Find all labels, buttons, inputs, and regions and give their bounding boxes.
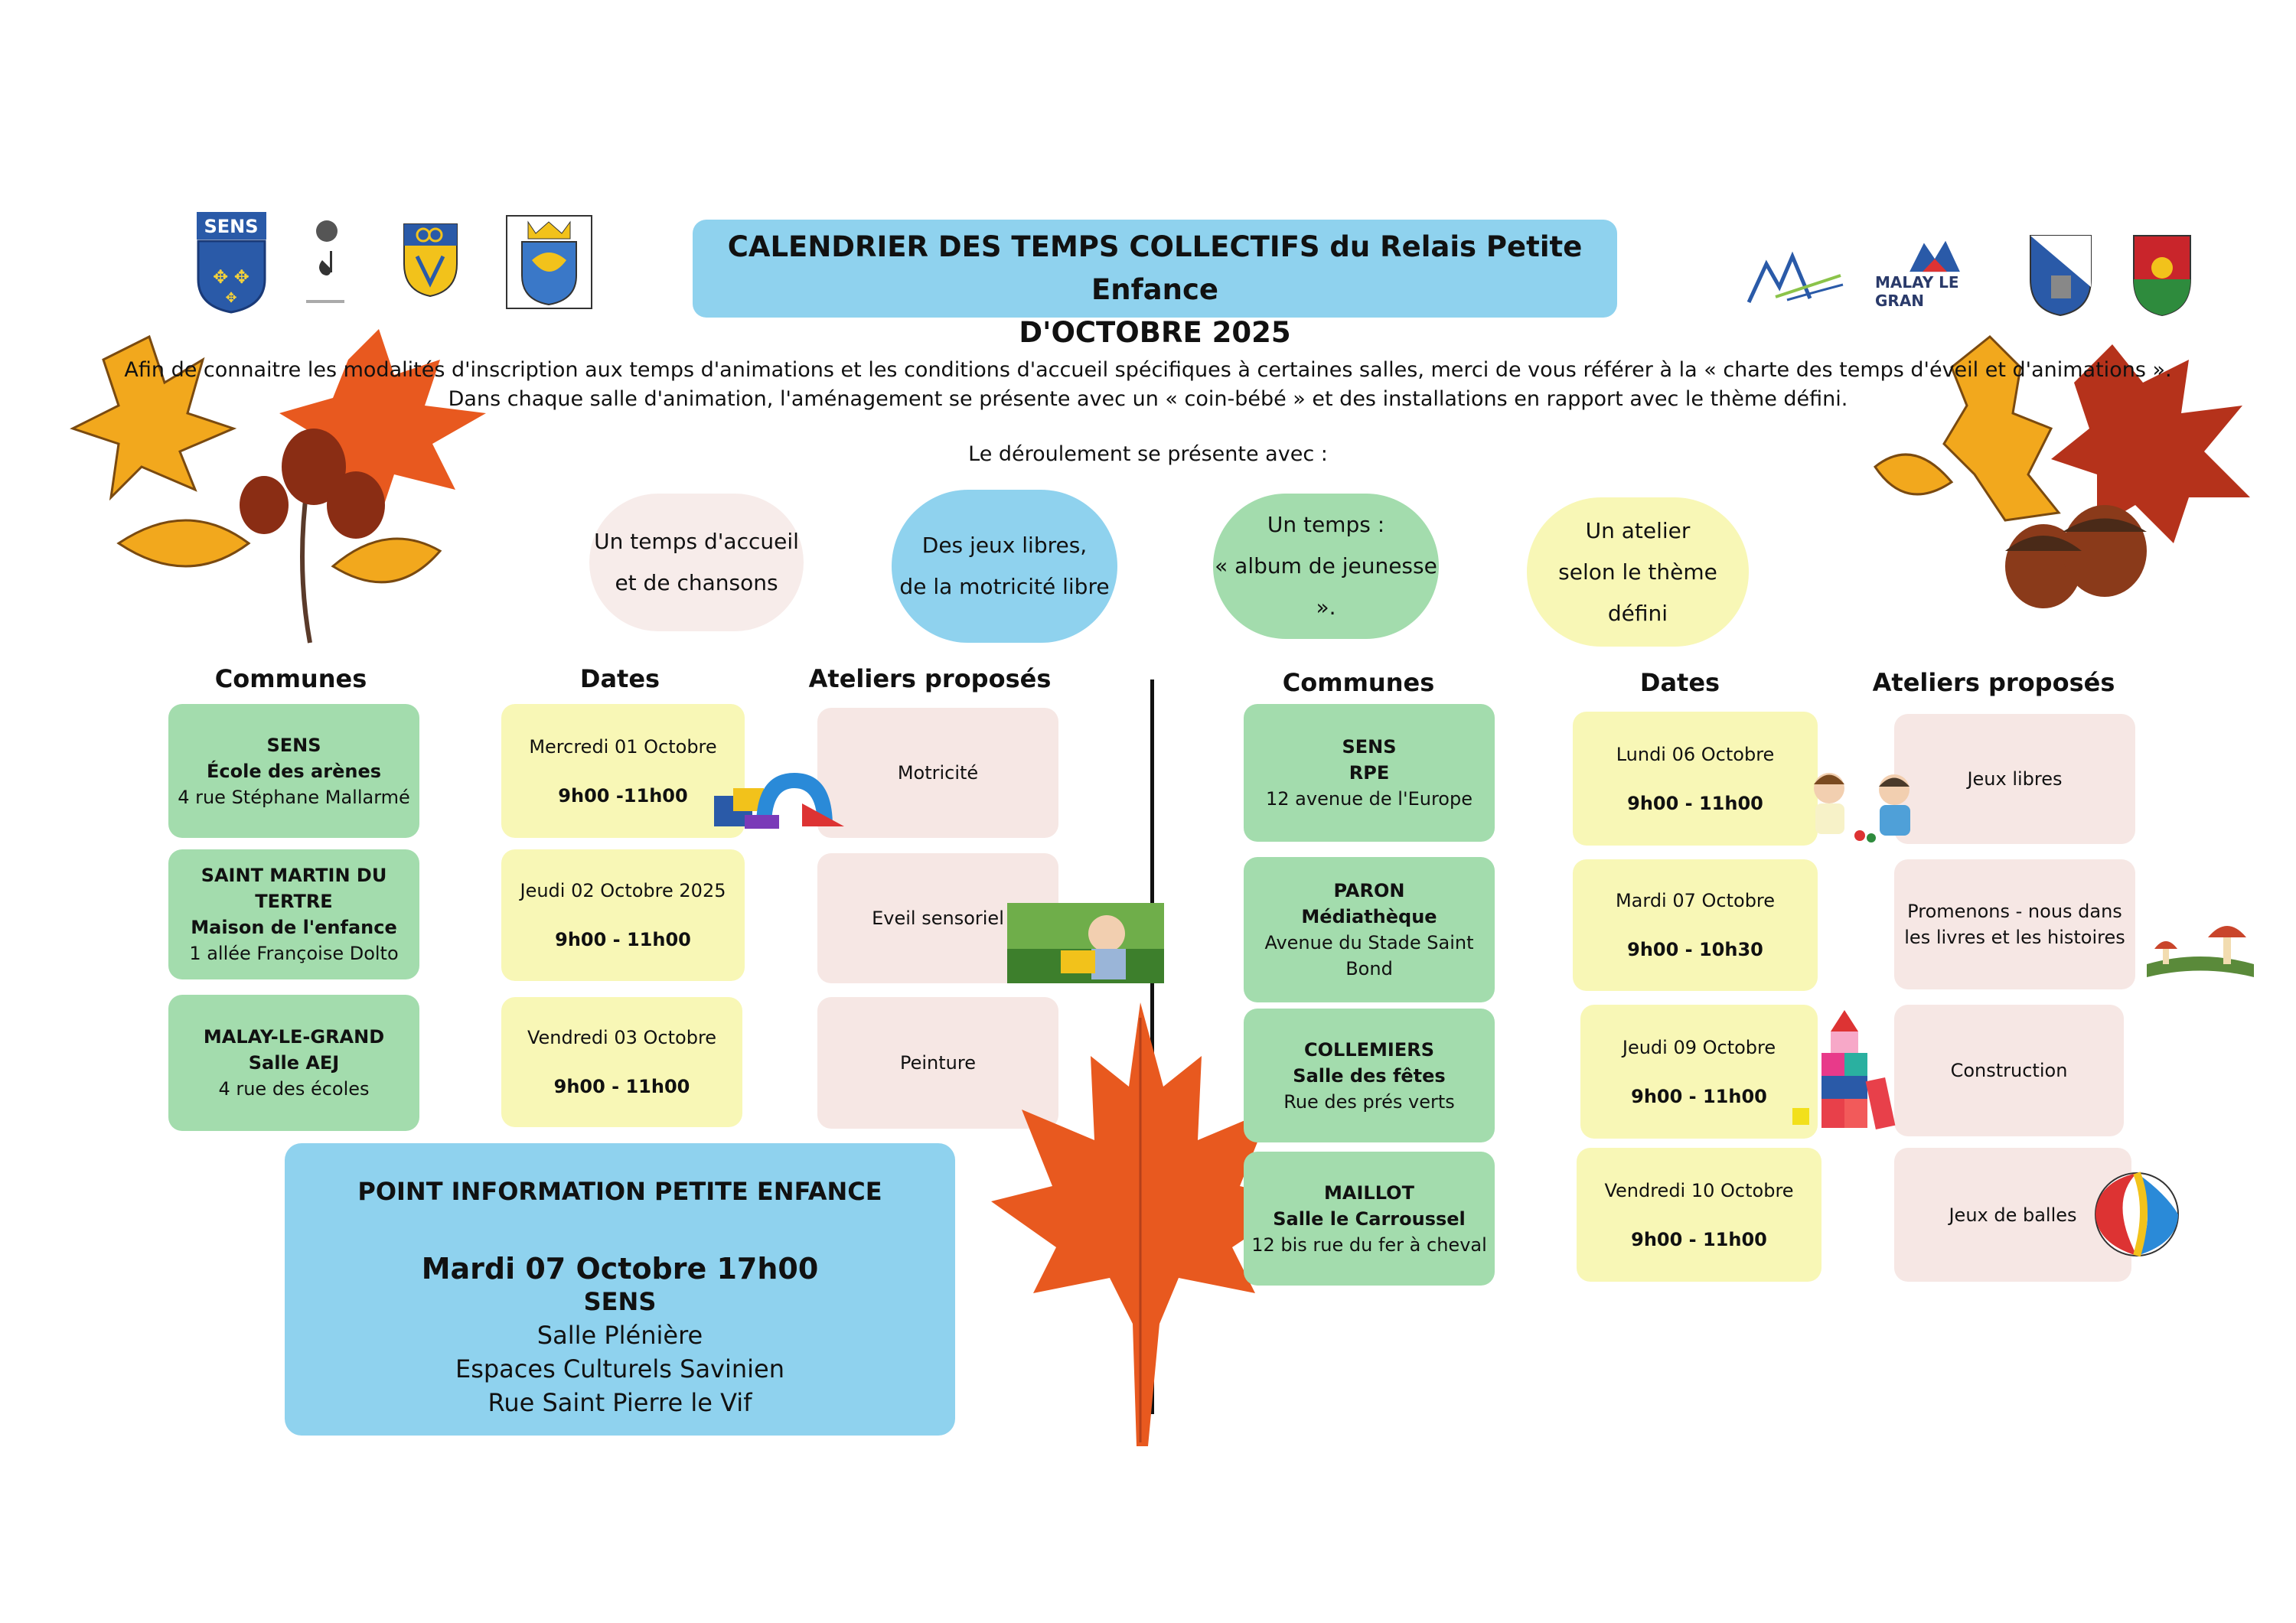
commune-card: [1244, 857, 1495, 1002]
info-date: Mardi 07 Octobre 17h00: [421, 1252, 819, 1286]
commune-address: Avenue du Stade Saint Bond: [1264, 932, 1474, 979]
date-text: Vendredi 10 Octobre: [1604, 1179, 1794, 1201]
page-title: [693, 220, 1617, 349]
header-ateliers-left: Ateliers proposés: [808, 664, 1052, 693]
header-communes-left: Communes: [214, 664, 367, 693]
mountains-logo: [1745, 245, 1844, 306]
malay-le-grand-text: MALAY LE GRAN: [1875, 273, 1959, 310]
date-card: [1577, 1148, 1821, 1282]
time-text: 9h00 - 10h30: [1627, 939, 1763, 960]
date-card: [1573, 859, 1818, 991]
storybook-mushrooms-illustration: [2139, 907, 2262, 979]
date-card: [1573, 712, 1818, 846]
saint-martin-crest-logo: [2028, 233, 2093, 318]
step-3-line-1: Un temps :: [1267, 512, 1385, 537]
commune-venue: École des arènes: [206, 760, 382, 782]
title-line-2: D'OCTOBRE 2025: [1019, 316, 1291, 349]
date-card: [501, 997, 742, 1127]
commune-venue: RPE: [1349, 762, 1390, 784]
commune-address: Rue des prés verts: [1283, 1090, 1455, 1113]
commune-venue: Salle AEJ: [248, 1052, 340, 1074]
header-dates-right: Dates: [1639, 668, 1720, 697]
baby-sensory-photo: [1007, 903, 1164, 983]
atelier-card: [817, 708, 1058, 838]
date-text: Vendredi 03 Octobre: [527, 1027, 717, 1048]
building-blocks-illustration: [1791, 1009, 1921, 1131]
title-line-1: CALENDRIER DES TEMPS COLLECTIFS du Relais Petite Enfance: [727, 230, 1583, 306]
info-box: [285, 1143, 955, 1436]
commune-name: MAILLOT: [1324, 1181, 1414, 1204]
paron-logo: [302, 214, 348, 310]
step-cloud-4: [1527, 497, 1749, 647]
header-ateliers-right: Ateliers proposés: [1872, 668, 2115, 697]
malay-le-grand-logo: [1875, 237, 1994, 310]
intro-line-2: Dans chaque salle d'animation, l'aménagement se présente avec un « coin-bébé » et des installations en rapport avec le thème défini.: [448, 387, 1848, 411]
date-text: Mercredi 01 Octobre: [529, 735, 717, 758]
date-text: Mardi 07 Octobre: [1615, 890, 1776, 911]
commune-name: PARON: [1333, 880, 1405, 901]
intro-line-3: Le déroulement se présente avec :: [968, 442, 1328, 466]
commune-name: SENS: [266, 734, 321, 756]
time-text: 9h00 - 11h00: [555, 929, 691, 950]
date-text: Lundi 06 Octobre: [1616, 743, 1775, 765]
step-cloud-1: [589, 494, 804, 631]
atelier-text: Motricité: [897, 762, 979, 784]
commune-address: 12 avenue de l'Europe: [1266, 788, 1473, 810]
atelier-text: Peinture: [900, 1052, 976, 1074]
time-text: 9h00 - 11h00: [553, 1076, 690, 1097]
info-city: SENS: [583, 1287, 657, 1316]
commune-venue: Salle des fêtes: [1293, 1064, 1446, 1087]
info-title: POINT INFORMATION PETITE ENFANCE: [357, 1177, 882, 1206]
step-cloud-2: [892, 490, 1117, 643]
step-cloud-3: [1213, 494, 1439, 639]
commune-card: [1244, 704, 1495, 842]
commune-address: 1 allée Françoise Dolto: [189, 943, 399, 964]
atelier-card: [1894, 1005, 2124, 1136]
commune-address: 12 bis rue du fer à cheval: [1251, 1234, 1487, 1256]
commune-name: SENS: [1342, 736, 1397, 758]
atelier-text: Jeux de balles: [1949, 1204, 2077, 1226]
commune-name: SAINT MARTIN DU TERTRE: [201, 865, 387, 912]
commune-card: [1244, 1009, 1495, 1142]
commune-venue: Salle le Carroussel: [1273, 1207, 1466, 1230]
atelier-card: [1894, 859, 2135, 989]
atelier-text: Jeux libres: [1967, 768, 2063, 790]
commune-address: 4 rue Stéphane Mallarmé: [178, 786, 410, 808]
info-room: Salle Plénière: [536, 1321, 703, 1350]
date-card: [501, 849, 745, 981]
malay-crest-logo: [505, 214, 593, 310]
atelier-card: [1894, 714, 2135, 844]
info-place: Espaces Culturels Savinien: [455, 1354, 785, 1383]
date-card: [501, 704, 745, 838]
kids-playing-illustration: [1799, 765, 1929, 846]
commune-venue: Médiathèque: [1301, 906, 1437, 927]
motor-blocks-illustration: [710, 758, 848, 834]
step-2-line-1: Des jeux libres,: [921, 533, 1088, 558]
step-4-line-1: Un atelier: [1585, 517, 1691, 543]
commune-card: [168, 849, 419, 979]
commune-address: 4 rue des écoles: [218, 1078, 370, 1100]
atelier-text: Construction: [1950, 1060, 2068, 1081]
intro-line-1: Afin de connaitre les modalités d'inscription aux temps d'animations et les conditions d'accueil spécifiques à certaines salles, merci de vous référer à la « charte des temps d'éveil et d'animations ».: [124, 358, 2172, 382]
svg-text:✥: ✥: [225, 290, 237, 306]
header-communes-right: Communes: [1282, 668, 1435, 697]
commune-card: [168, 995, 419, 1131]
commune-card: [1244, 1152, 1495, 1286]
time-text: 9h00 - 11h00: [1631, 1228, 1767, 1250]
atelier-text: Eveil sensoriel: [872, 908, 1004, 929]
step-3-line-2: « album de jeunesse ».: [1215, 553, 1437, 620]
date-text: Jeudi 02 Octobre 2025: [520, 880, 726, 901]
time-text: 9h00 - 11h00: [1631, 1085, 1767, 1107]
step-1-line-1: Un temps d'accueil: [594, 529, 799, 554]
time-text: 9h00 -11h00: [558, 784, 688, 807]
info-street: Rue Saint Pierre le Vif: [488, 1388, 752, 1417]
beach-ball-illustration: [2093, 1171, 2181, 1259]
commune-venue: Maison de l'enfance: [191, 917, 397, 938]
step-4-line-2: selon le thème défini: [1558, 559, 1717, 626]
atelier-text: Promenons - nous dans les livres et les histoires: [1904, 901, 2125, 948]
collemiers-crest-logo: [402, 222, 459, 298]
date-card: [1580, 1005, 1818, 1139]
step-1-line-2: et de chansons: [615, 570, 778, 595]
svg-text:✥ ✥: ✥ ✥: [213, 266, 249, 288]
header-dates-left: Dates: [579, 664, 660, 693]
commune-name: MALAY-LE-GRAND: [203, 1026, 385, 1048]
commune-card: [168, 704, 419, 838]
svg-text:SENS: SENS: [204, 216, 259, 237]
date-text: Jeudi 09 Octobre: [1622, 1036, 1776, 1058]
step-2-line-2: de la motricité libre: [899, 574, 1110, 599]
time-text: 9h00 - 11h00: [1627, 792, 1763, 814]
maillot-crest-logo: [2131, 233, 2193, 318]
sens-crest-logo: [195, 210, 268, 314]
commune-name: COLLEMIERS: [1304, 1038, 1434, 1061]
